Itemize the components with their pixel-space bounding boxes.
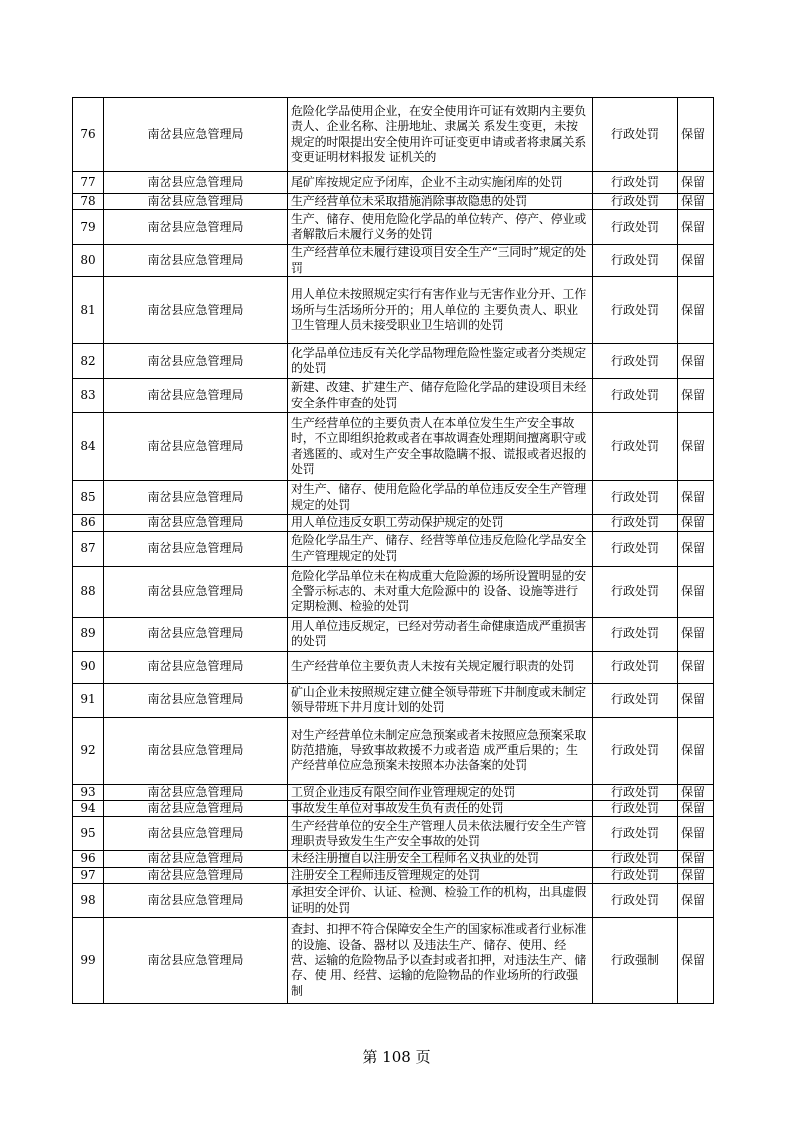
table-row xyxy=(73,801,714,817)
department-cell: 南岔县应急管理局 xyxy=(104,413,288,481)
department-cell: 南岔县应急管理局 xyxy=(104,617,288,651)
status-cell: 保留 xyxy=(678,531,714,566)
item-name-cell: 用人单位违反女职工劳动保护规定的处罚 xyxy=(288,515,593,531)
item-name-cell: 查封、扣押不符合保障安全生产的国家标准或者行业标准的设施、设备、器材以 及违法生产、储存、使用、经营、运输的危险物品予以查封或者扣押，对违法生产、储存、使 用、经营、运输的危险物品的作业场所的行政强制 xyxy=(288,918,593,1004)
table-row xyxy=(73,344,714,379)
power-type-cell: 行政处罚 xyxy=(593,98,678,172)
row-number: 83 xyxy=(73,379,104,413)
department-cell: 南岔县应急管理局 xyxy=(104,651,288,683)
power-type-cell: 行政强制 xyxy=(593,918,678,1004)
status-cell: 保留 xyxy=(678,172,714,194)
table-row xyxy=(73,379,714,413)
power-type-cell: 行政处罚 xyxy=(593,617,678,651)
status-cell: 保留 xyxy=(678,784,714,800)
row-number: 87 xyxy=(73,531,104,566)
table-row xyxy=(73,817,714,851)
item-name-cell: 对生产、储存、使用危险化学品的单位违反安全生产管理规定的处罚 xyxy=(288,481,593,515)
power-type-cell: 行政处罚 xyxy=(593,801,678,817)
row-number: 79 xyxy=(73,210,104,245)
table-row xyxy=(73,413,714,481)
table-row xyxy=(73,683,714,717)
department-cell: 南岔县应急管理局 xyxy=(104,817,288,851)
item-name-cell: 对生产经营单位未制定应急预案或者未按照应急预案采取防范措施，导致事故救援不力或者造 成严重后果的；生产经营单位应急预案未按照本办法备案的处罚 xyxy=(288,717,593,784)
power-type-cell: 行政处罚 xyxy=(593,566,678,617)
department-cell: 南岔县应急管理局 xyxy=(104,717,288,784)
row-number: 80 xyxy=(73,245,104,277)
power-type-cell: 行政处罚 xyxy=(593,651,678,683)
status-cell: 保留 xyxy=(678,683,714,717)
row-number: 97 xyxy=(73,867,104,883)
power-type-cell: 行政处罚 xyxy=(593,515,678,531)
table-row xyxy=(73,717,714,784)
department-cell: 南岔县应急管理局 xyxy=(104,210,288,245)
row-number: 99 xyxy=(73,918,104,1004)
power-type-cell: 行政处罚 xyxy=(593,210,678,245)
row-number: 89 xyxy=(73,617,104,651)
department-cell: 南岔县应急管理局 xyxy=(104,277,288,344)
item-name-cell: 用人单位未按照规定实行有害作业与无害作业分开、工作场所与生活场所分开的；用人单位的 主要负责人、职业卫生管理人员未接受职业卫生培训的处罚 xyxy=(288,277,593,344)
department-cell: 南岔县应急管理局 xyxy=(104,515,288,531)
power-type-cell: 行政处罚 xyxy=(593,481,678,515)
table-row xyxy=(73,245,714,277)
power-type-cell: 行政处罚 xyxy=(593,884,678,918)
table-row xyxy=(73,481,714,515)
status-cell: 保留 xyxy=(678,851,714,867)
table-row xyxy=(73,784,714,800)
item-name-cell: 未经注册擅自以注册安全工程师名义执业的处罚 xyxy=(288,851,593,867)
power-type-cell: 行政处罚 xyxy=(593,245,678,277)
power-type-cell: 行政处罚 xyxy=(593,717,678,784)
item-name-cell: 生产经营单位未履行建设项目安全生产“三同时”规定的处罚 xyxy=(288,245,593,277)
department-cell: 南岔县应急管理局 xyxy=(104,566,288,617)
row-number: 81 xyxy=(73,277,104,344)
row-number: 96 xyxy=(73,851,104,867)
item-name-cell: 事故发生单位对事故发生负有责任的处罚 xyxy=(288,801,593,817)
item-name-cell: 用人单位违反规定，已经对劳动者生命健康造成严重损害的处罚 xyxy=(288,617,593,651)
department-cell: 南岔县应急管理局 xyxy=(104,344,288,379)
status-cell: 保留 xyxy=(678,277,714,344)
power-type-cell: 行政处罚 xyxy=(593,683,678,717)
table-row xyxy=(73,651,714,683)
status-cell: 保留 xyxy=(678,413,714,481)
table-row xyxy=(73,851,714,867)
row-number: 78 xyxy=(73,194,104,210)
table-row xyxy=(73,566,714,617)
table-row xyxy=(73,98,714,172)
status-cell: 保留 xyxy=(678,481,714,515)
power-type-cell: 行政处罚 xyxy=(593,784,678,800)
row-number: 86 xyxy=(73,515,104,531)
department-cell: 南岔县应急管理局 xyxy=(104,884,288,918)
department-cell: 南岔县应急管理局 xyxy=(104,172,288,194)
status-cell: 保留 xyxy=(678,801,714,817)
row-number: 95 xyxy=(73,817,104,851)
table-row xyxy=(73,867,714,883)
row-number: 98 xyxy=(73,884,104,918)
item-name-cell: 注册安全工程师违反管理规定的处罚 xyxy=(288,867,593,883)
power-type-cell: 行政处罚 xyxy=(593,379,678,413)
department-cell: 南岔县应急管理局 xyxy=(104,851,288,867)
department-cell: 南岔县应急管理局 xyxy=(104,379,288,413)
page-number: 第 108 页 xyxy=(362,1048,431,1066)
row-number: 84 xyxy=(73,413,104,481)
row-number: 82 xyxy=(73,344,104,379)
item-name-cell: 危险化学品单位未在构成重大危险源的场所设置明显的安全警示标志的、未对重大危险源中的 设备、设施等进行定期检测、检验的处罚 xyxy=(288,566,593,617)
table-row xyxy=(73,194,714,210)
power-list-table xyxy=(72,97,714,1004)
row-number: 92 xyxy=(73,717,104,784)
status-cell: 保留 xyxy=(678,379,714,413)
table-row xyxy=(73,210,714,245)
department-cell: 南岔县应急管理局 xyxy=(104,245,288,277)
item-name-cell: 生产经营单位未采取措施消除事故隐患的处罚 xyxy=(288,194,593,210)
item-name-cell: 化学品单位违反有关化学品物理危险性鉴定或者分类规定的处罚 xyxy=(288,344,593,379)
row-number: 94 xyxy=(73,801,104,817)
status-cell: 保留 xyxy=(678,617,714,651)
department-cell: 南岔县应急管理局 xyxy=(104,867,288,883)
table-body xyxy=(73,98,714,1004)
row-number: 88 xyxy=(73,566,104,617)
table-row xyxy=(73,884,714,918)
status-cell: 保留 xyxy=(678,194,714,210)
row-number: 85 xyxy=(73,481,104,515)
item-name-cell: 承担安全评价、认证、检测、检验工作的机构，出具虚假证明的处罚 xyxy=(288,884,593,918)
department-cell: 南岔县应急管理局 xyxy=(104,784,288,800)
item-name-cell: 生产经营单位的安全生产管理人员未依法履行安全生产管理职责导致发生生产安全事故的处罚 xyxy=(288,817,593,851)
power-type-cell: 行政处罚 xyxy=(593,817,678,851)
item-name-cell: 生产经营单位主要负责人未按有关规定履行职责的处罚 xyxy=(288,651,593,683)
status-cell: 保留 xyxy=(678,245,714,277)
table-row xyxy=(73,277,714,344)
department-cell: 南岔县应急管理局 xyxy=(104,481,288,515)
row-number: 77 xyxy=(73,172,104,194)
table-row xyxy=(73,172,714,194)
status-cell: 保留 xyxy=(678,515,714,531)
department-cell: 南岔县应急管理局 xyxy=(104,98,288,172)
power-type-cell: 行政处罚 xyxy=(593,851,678,867)
power-type-cell: 行政处罚 xyxy=(593,413,678,481)
department-cell: 南岔县应急管理局 xyxy=(104,683,288,717)
status-cell: 保留 xyxy=(678,717,714,784)
status-cell: 保留 xyxy=(678,98,714,172)
status-cell: 保留 xyxy=(678,867,714,883)
department-cell: 南岔县应急管理局 xyxy=(104,801,288,817)
power-type-cell: 行政处罚 xyxy=(593,344,678,379)
row-number: 93 xyxy=(73,784,104,800)
power-type-cell: 行政处罚 xyxy=(593,867,678,883)
status-cell: 保留 xyxy=(678,817,714,851)
item-name-cell: 尾矿库按规定应予闭库，企业不主动实施闭库的处罚 xyxy=(288,172,593,194)
department-cell: 南岔县应急管理局 xyxy=(104,531,288,566)
power-type-cell: 行政处罚 xyxy=(593,277,678,344)
status-cell: 保留 xyxy=(678,210,714,245)
item-name-cell: 新建、改建、扩建生产、储存危险化学品的建设项目未经安全条件审查的处罚 xyxy=(288,379,593,413)
table-row xyxy=(73,515,714,531)
status-cell: 保留 xyxy=(678,344,714,379)
row-number: 76 xyxy=(73,98,104,172)
item-name-cell: 危险化学品生产、储存、经营等单位违反危险化学品安全生产管理规定的处罚 xyxy=(288,531,593,566)
department-cell: 南岔县应急管理局 xyxy=(104,918,288,1004)
table-row xyxy=(73,531,714,566)
table-row xyxy=(73,617,714,651)
power-type-cell: 行政处罚 xyxy=(593,194,678,210)
item-name-cell: 矿山企业未按照规定建立健全领导带班下井制度或未制定领导带班下井月度计划的处罚 xyxy=(288,683,593,717)
department-cell: 南岔县应急管理局 xyxy=(104,194,288,210)
row-number: 91 xyxy=(73,683,104,717)
table-row xyxy=(73,918,714,1004)
row-number: 90 xyxy=(73,651,104,683)
item-name-cell: 工贸企业违反有限空间作业管理规定的处罚 xyxy=(288,784,593,800)
status-cell: 保留 xyxy=(678,884,714,918)
power-type-cell: 行政处罚 xyxy=(593,172,678,194)
power-type-cell: 行政处罚 xyxy=(593,531,678,566)
item-name-cell: 生产经营单位的主要负责人在本单位发生生产安全事故时，不立即组织抢救或者在事故调查处理期间擅离职守或者逃匿的、或对生产安全事故隐瞒不报、谎报或者迟报的处罚 xyxy=(288,413,593,481)
status-cell: 保留 xyxy=(678,651,714,683)
item-name-cell: 生产、储存、使用危险化学品的单位转产、停产、停业或者解散后未履行义务的处罚 xyxy=(288,210,593,245)
item-name-cell: 危险化学品使用企业，在安全使用许可证有效期内主要负责人、企业名称、注册地址、隶属关 系发生变更，未按规定的时限提出安全使用许可证变更申请或者将隶属关系变更证明材料报发 证机关的 xyxy=(288,98,593,172)
status-cell: 保留 xyxy=(678,566,714,617)
status-cell: 保留 xyxy=(678,918,714,1004)
